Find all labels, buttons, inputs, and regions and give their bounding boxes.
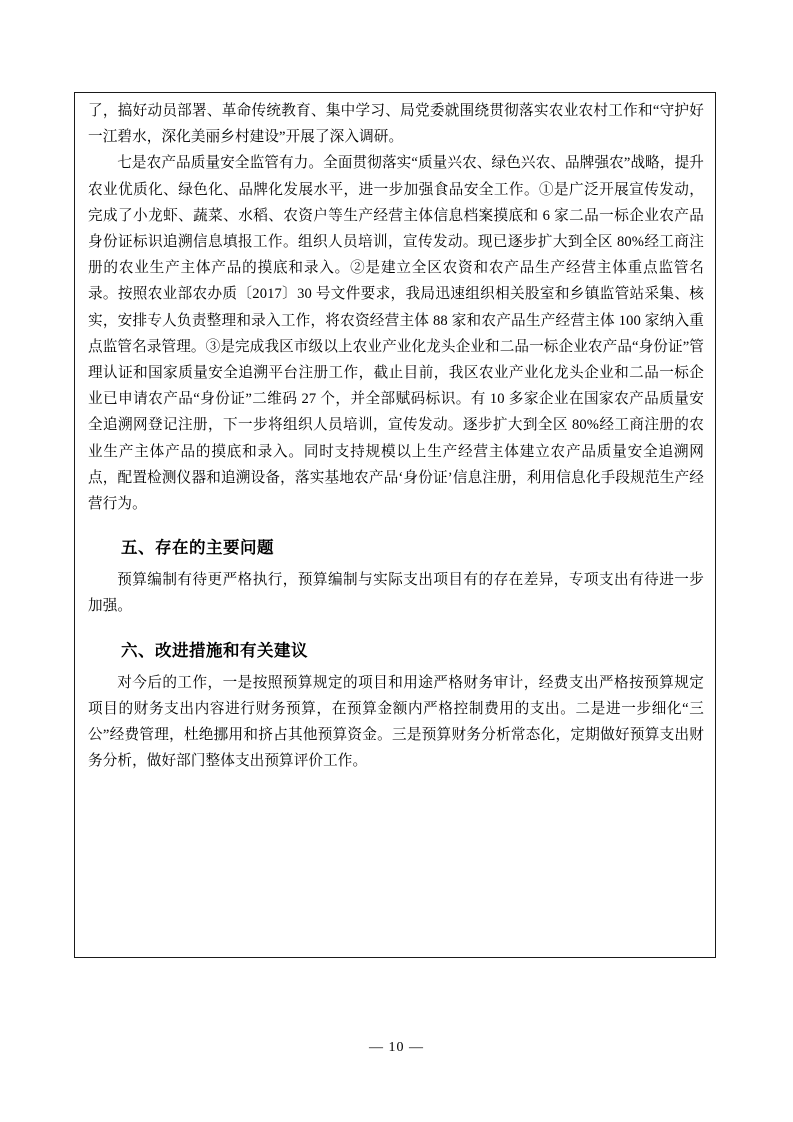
section-heading-five: 五、存在的主要问题 — [121, 538, 274, 558]
section-six-paragraph: 对今后的工作，一是按照预算规定的项目和用途严格财务审计，经费支出严格按预算规定项目的财务支出内容进行财务预算，在预算金额内严格控制费用的支出。二是进一步细化“三公”经费管理，杜绝挪用和挤占其他预算资金。三是预算财务分析常态化，定期做好预算支出财务分析，做好部门整体支出预算评价工作。 — [88, 674, 704, 770]
document-content-frame — [74, 92, 716, 958]
section-five-paragraph: 预算编制有待更严格执行，预算编制与实际支出项目有的存在差异，专项支出有待进一步加强。 — [88, 572, 704, 615]
paragraph-item-seven: 七是农产品质量安全监管有力。全面贯彻落实“质量兴农、绿色兴农、品牌强农”战略，提升农业优质化、绿色化、品牌化发展水平，进一步加强食品安全工作。①是广泛开展宣传发动，完成了小龙虾、蔬菜、水稻、农资户等生产经营主体信息档案摸底和 6 家二品一标企业农产品身份证标识追溯信息填报工作。组织人员培训，宣传发动。现已逐步扩大到全区 80%经工商注册的农业生产主体产品的摸底和录入。②是建立全区农资和农产品生产经营主体重点监管名录。按照农业部农办质〔2017〕30 号文件要求，我局迅速组织相关股室和乡镇监管站采集、核实，安排专人负责整理和录入工作，将农资经营主体 88 家和农产品生产经营主体 100 家纳入重点监管名录管理。③是完成我区市级以上农业产业化龙头企业和二品一标企业农产品“身份证”管理认证和国家质量安全追溯平台注册工作，截止目前，我区农业产业化龙头企业和二品一标企业已申请农产品“身份证”二维码 27 个，并全部赋码标识。有 10 多家企业在国家农产品质量安全追溯网登记注册，下一步将组织人员培训，宣传发动。逐步扩大到全区 80%经工商注册的农业生产主体产品的摸底和录入。同时支持规模以上生产经营主体建立农产品质量安全追溯网点，配置检测仪器和追溯设备，落实基地农产品‘身份证’信息注册，利用信息化手段规范生产经营行为。 — [88, 155, 704, 513]
section-heading-six: 六、改进措施和有关建议 — [121, 640, 308, 660]
document-body — [88, 98, 704, 774]
page-number-footer: — 10 — — [369, 1040, 424, 1055]
paragraph-continuation: 了，搞好动员部署、革命传统教育、集中学习、局党委就围绕贯彻落实农业农村工作和“守护好一江碧水，深化美丽乡村建设”开展了深入调研。 — [88, 103, 704, 146]
